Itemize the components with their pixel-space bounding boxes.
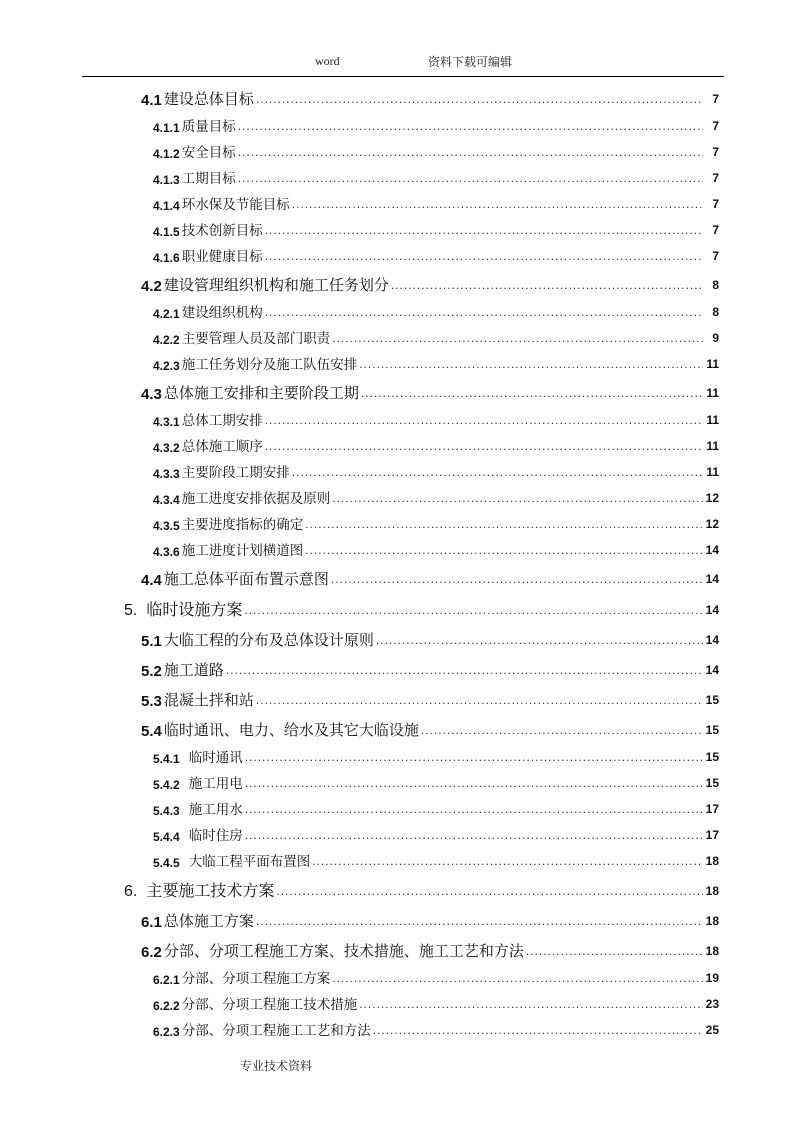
toc-entry-page-number: 11: [706, 465, 719, 479]
toc-dot-leader: [238, 171, 703, 187]
toc-entry-page-number: 11: [706, 439, 719, 453]
toc-entry-page-number: 23: [705, 997, 719, 1011]
toc-entry[interactable]: [0, 818, 794, 844]
toc-entry[interactable]: [0, 213, 794, 239]
toc-entry-number: 6.2.3: [153, 1025, 180, 1039]
toc-entry-page-number: 15: [705, 723, 719, 737]
toc-entry-number: 4.1.6: [153, 251, 180, 265]
toc-entry[interactable]: [0, 901, 794, 931]
toc-dot-leader: [238, 145, 703, 161]
toc-entry-page-number: 18: [705, 914, 719, 928]
toc-dot-leader: [391, 278, 703, 295]
toc-dot-leader: [265, 413, 703, 429]
toc-entry[interactable]: [0, 533, 794, 559]
toc-entry[interactable]: [0, 135, 794, 161]
toc-entry[interactable]: [0, 161, 794, 187]
toc-entry[interactable]: [0, 710, 794, 740]
toc-entry-page-number: 19: [705, 971, 719, 985]
toc-entry-number: 4.2.3: [153, 359, 180, 373]
toc-entry[interactable]: [0, 589, 794, 620]
toc-entry[interactable]: [0, 792, 794, 818]
toc-dot-leader: [359, 357, 703, 373]
toc-entry-page-number: 15: [705, 750, 719, 764]
toc-dot-leader: [305, 517, 703, 533]
toc-entry-page-number: 9: [712, 331, 719, 345]
toc-entry-number: 5.3: [141, 693, 162, 710]
toc-entry[interactable]: [0, 931, 794, 961]
toc-entry-number: 4.1.1: [153, 121, 180, 135]
toc-entry-number: 5.4: [141, 723, 162, 740]
toc-entry-number: 4.1.4: [153, 199, 180, 213]
toc-entry-title: 混凝土拌和站: [163, 692, 254, 709]
toc-dot-leader: [276, 884, 703, 901]
toc-entry[interactable]: [0, 844, 794, 870]
toc-entry-number: 6.: [124, 883, 138, 900]
toc-dot-leader: [265, 439, 703, 455]
toc-entry[interactable]: [0, 321, 794, 347]
toc-entry-number: 5.1: [141, 633, 162, 650]
toc-dot-leader: [359, 997, 703, 1013]
toc-entry-page-number: 7: [712, 197, 719, 211]
toc-entry-title: 临时通讯、电力、给水及其它大临设施: [163, 722, 419, 739]
header-note: 资料下载可编辑: [428, 55, 513, 69]
toc-entry-number: 4.1.5: [153, 225, 180, 239]
toc-entry[interactable]: [0, 187, 794, 213]
toc-dot-leader: [245, 776, 703, 792]
toc-entry-page-number: 17: [705, 828, 719, 842]
toc-entry-title: 临时通讯: [188, 750, 243, 765]
toc-entry-number: 4.2: [141, 278, 162, 295]
toc-entry-title: 建设管理组织机构和施工任务划分: [163, 277, 389, 294]
toc-entry-number: 5.2: [141, 663, 162, 680]
toc-dot-leader: [332, 971, 703, 987]
toc-dot-leader: [373, 1023, 703, 1039]
toc-entry-title: 主要管理人员及部门职责: [181, 331, 331, 346]
toc-entry[interactable]: [0, 109, 794, 135]
toc-entry-page-number: 18: [705, 854, 719, 868]
toc-entry-page-number: 18: [705, 944, 719, 958]
toc-entry-title: 大临工程的分布及总体设计原则: [163, 632, 374, 649]
toc-dot-leader: [245, 802, 703, 818]
toc-dot-leader: [245, 750, 703, 766]
toc-entry-title: 施工总体平面布置示意图: [163, 571, 329, 588]
toc-entry[interactable]: [0, 347, 794, 373]
toc-entry-title: 分部、分项工程施工方案、技术措施、施工工艺和方法: [163, 943, 524, 960]
toc-entry-title: 施工道路: [163, 662, 224, 679]
toc-entry-number: 4.3.2: [153, 441, 180, 455]
toc-entry-title: 施工进度安排依据及原则: [181, 491, 331, 506]
header-word-label: word: [315, 54, 340, 68]
toc-dot-leader: [361, 386, 703, 403]
toc-entry-number: 4.1.2: [153, 147, 180, 161]
toc-entry-page-number: 11: [706, 386, 719, 400]
table-of-contents: [0, 79, 794, 1039]
toc-dot-leader: [256, 693, 703, 710]
toc-dot-leader: [332, 331, 703, 347]
toc-entry-page-number: 7: [712, 223, 719, 237]
toc-dot-leader: [245, 828, 703, 844]
toc-entry[interactable]: [0, 740, 794, 766]
toc-entry[interactable]: [0, 961, 794, 987]
toc-entry-number: 6.2.1: [153, 973, 180, 987]
toc-entry[interactable]: [0, 650, 794, 680]
toc-entry-number: 4.2.2: [153, 333, 180, 347]
toc-entry-page-number: 14: [705, 543, 719, 557]
toc-entry-page-number: 12: [705, 517, 719, 531]
toc-dot-leader: [376, 633, 703, 650]
toc-dot-leader: [238, 119, 703, 135]
toc-entry[interactable]: [0, 559, 794, 589]
toc-dot-leader: [256, 92, 703, 109]
toc-entry[interactable]: [0, 79, 794, 109]
toc-entry-title: 分部、分项工程施工方案: [181, 971, 331, 986]
toc-entry-number: 4.3.1: [153, 415, 180, 429]
toc-entry-page-number: 7: [712, 249, 719, 263]
toc-entry-number: 5.4.2: [153, 778, 180, 792]
toc-entry[interactable]: [0, 481, 794, 507]
toc-entry-title: 施工用电: [188, 776, 243, 791]
toc-entry-number: 4.3.4: [153, 493, 180, 507]
toc-entry-title: 建设总体目标: [163, 91, 254, 108]
toc-dot-leader: [256, 914, 703, 931]
toc-dot-leader: [265, 305, 703, 321]
toc-entry[interactable]: [0, 620, 794, 650]
toc-entry-title: 建设组织机构: [181, 305, 263, 320]
toc-entry-number: 4.4: [141, 572, 162, 589]
toc-entry-title: 总体施工顺序: [181, 439, 263, 454]
toc-entry-title: 大临工程平面布置图: [188, 854, 311, 869]
toc-entry-title: 技术创新目标: [181, 223, 263, 238]
toc-entry[interactable]: [0, 429, 794, 455]
toc-entry-title: 总体工期安排: [181, 413, 263, 428]
toc-entry-title: 质量目标: [181, 119, 236, 134]
toc-entry-title: 环水保及节能目标: [181, 197, 290, 212]
toc-entry-number: 6.1: [141, 914, 162, 931]
toc-entry-title: 总体施工安排和主要阶段工期: [163, 385, 359, 402]
toc-entry-number: 5.4.1: [153, 752, 180, 766]
toc-entry-title: 分部、分项工程施工技术措施: [181, 997, 358, 1012]
toc-dot-leader: [226, 663, 703, 680]
toc-entry-number: 5.4.3: [153, 804, 180, 818]
toc-entry-page-number: 7: [712, 145, 719, 159]
toc-entry-page-number: 18: [705, 884, 719, 898]
toc-entry-page-number: 11: [706, 357, 719, 371]
toc-entry[interactable]: [0, 403, 794, 429]
toc-entry-page-number: 7: [712, 92, 719, 106]
toc-dot-leader: [265, 223, 703, 239]
toc-dot-leader: [265, 249, 703, 265]
toc-dot-leader: [332, 491, 703, 507]
toc-entry-page-number: 14: [705, 603, 719, 617]
toc-entry-page-number: 14: [705, 663, 719, 677]
toc-entry-page-number: 25: [705, 1023, 719, 1037]
toc-entry-title: 临时设施方案: [146, 602, 243, 619]
toc-dot-leader: [292, 465, 703, 481]
toc-entry[interactable]: [0, 455, 794, 481]
footer-note: 专业技术资料: [240, 1059, 313, 1073]
toc-dot-leader: [312, 854, 703, 870]
toc-entry[interactable]: [0, 507, 794, 533]
toc-dot-leader: [244, 603, 703, 620]
toc-entry-page-number: 12: [705, 491, 719, 505]
toc-entry-page-number: 8: [712, 278, 719, 292]
toc-entry-page-number: 11: [706, 413, 719, 427]
toc-entry[interactable]: [0, 680, 794, 710]
toc-entry[interactable]: [0, 766, 794, 792]
toc-entry-number: 4.3.3: [153, 467, 180, 481]
header-divider: [82, 76, 724, 77]
toc-entry-title: 职业健康目标: [181, 249, 263, 264]
toc-entry-page-number: 17: [705, 802, 719, 816]
toc-entry-title: 施工任务划分及施工队伍安排: [181, 357, 358, 372]
toc-entry[interactable]: [0, 987, 794, 1013]
toc-entry-number: 4.3.6: [153, 545, 180, 559]
toc-entry-number: 5.4.5: [153, 856, 180, 870]
toc-dot-leader: [331, 572, 703, 589]
toc-entry-number: 4.3: [141, 386, 162, 403]
toc-dot-leader: [526, 944, 703, 961]
toc-dot-leader: [292, 197, 703, 213]
toc-dot-leader: [421, 723, 703, 740]
toc-entry-title: 工期目标: [181, 171, 236, 186]
toc-entry-number: 4.1.3: [153, 173, 180, 187]
toc-entry[interactable]: [0, 239, 794, 265]
toc-entry-title: 主要施工技术方案: [146, 883, 275, 900]
toc-entry-title: 分部、分项工程施工工艺和方法: [181, 1023, 371, 1038]
toc-entry-number: 4.3.5: [153, 519, 180, 533]
toc-entry[interactable]: [0, 295, 794, 321]
toc-entry-title: 安全目标: [181, 145, 236, 160]
toc-entry-page-number: 15: [705, 693, 719, 707]
toc-entry-title: 主要进度指标的确定: [181, 517, 304, 532]
toc-entry-page-number: 14: [705, 633, 719, 647]
toc-entry-number: 4.1: [141, 92, 162, 109]
toc-entry-title: 临时住房: [188, 828, 243, 843]
toc-entry[interactable]: [0, 265, 794, 295]
toc-dot-leader: [305, 543, 703, 559]
toc-entry-page-number: 7: [712, 171, 719, 185]
toc-entry[interactable]: [0, 1013, 794, 1039]
toc-entry-title: 施工用水: [188, 802, 243, 817]
toc-entry-page-number: 15: [705, 776, 719, 790]
toc-entry-number: 6.2: [141, 944, 162, 961]
toc-entry-page-number: 14: [705, 572, 719, 586]
toc-entry[interactable]: [0, 870, 794, 901]
toc-entry-number: 5.: [124, 602, 138, 619]
toc-entry-number: 5.4.4: [153, 830, 180, 844]
toc-entry[interactable]: [0, 373, 794, 403]
toc-entry-title: 主要阶段工期安排: [181, 465, 290, 480]
toc-entry-page-number: 7: [712, 119, 719, 133]
toc-entry-page-number: 8: [712, 305, 719, 319]
toc-entry-number: 4.2.1: [153, 307, 180, 321]
toc-entry-title: 总体施工方案: [163, 913, 254, 930]
toc-entry-number: 6.2.2: [153, 999, 180, 1013]
toc-entry-title: 施工进度计划横道图: [181, 543, 304, 558]
